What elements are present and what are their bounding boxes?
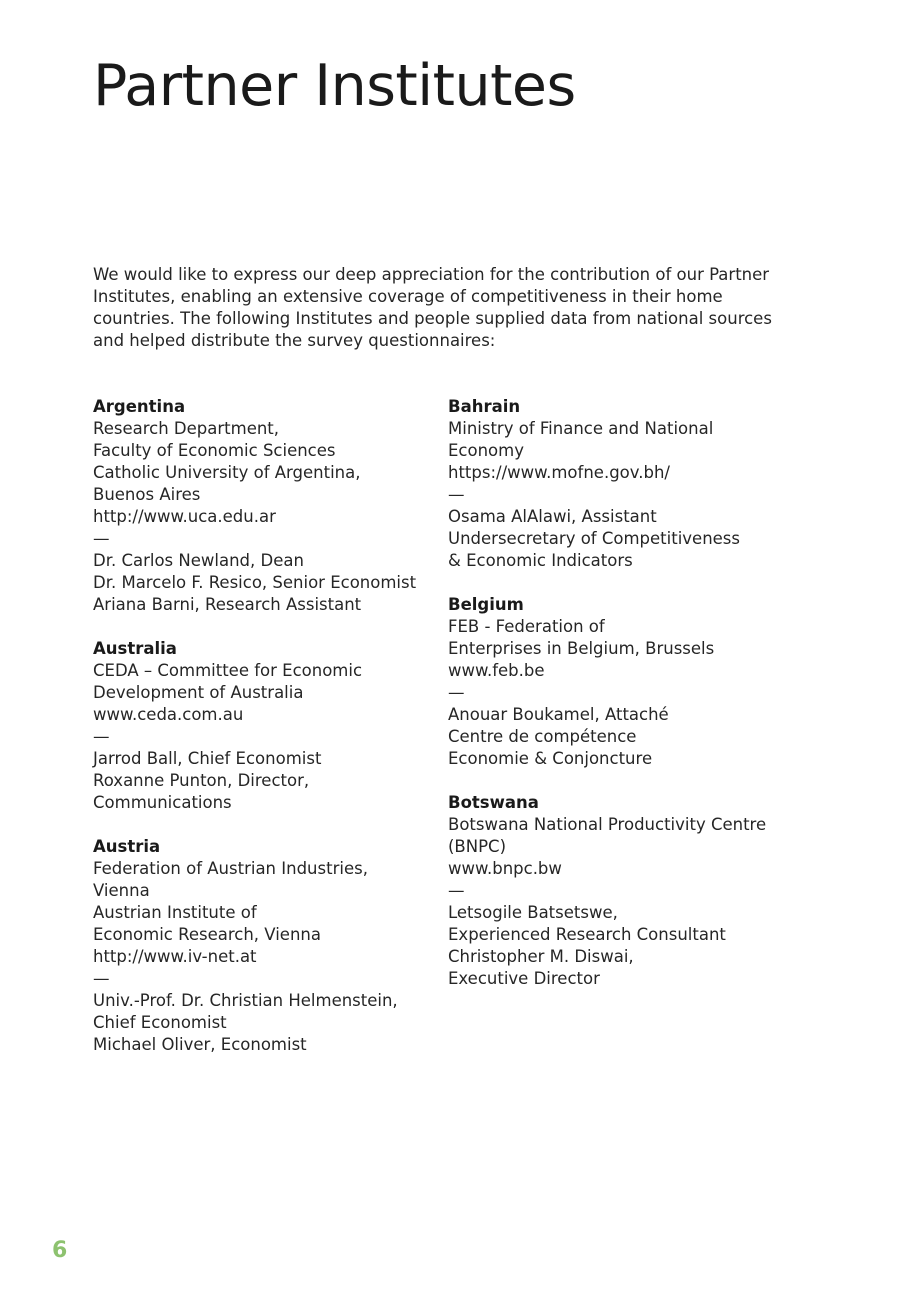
entry-line: Michael Oliver, Economist bbox=[93, 1035, 307, 1054]
entry-link[interactable]: https://www.mofne.gov.bh/ bbox=[448, 463, 670, 482]
entry-separator: — bbox=[448, 683, 465, 702]
entry-line: Ministry of Finance and National bbox=[448, 419, 714, 438]
intro-paragraph bbox=[93, 264, 813, 352]
entry-line: Economy bbox=[448, 441, 524, 460]
entry-link[interactable]: www.bnpc.bw bbox=[448, 859, 562, 878]
entry-line: Federation of Austrian Industries, bbox=[93, 859, 368, 878]
intro-line: Institutes, enabling an extensive coverage of competitiveness in their home bbox=[93, 287, 723, 306]
entry-line: Univ.-Prof. Dr. Christian Helmenstein, bbox=[93, 991, 398, 1010]
entry-line: Letsogile Batsetswe, bbox=[448, 903, 618, 922]
entry-line: Research Department, bbox=[93, 419, 280, 438]
entry-separator: — bbox=[93, 529, 110, 548]
entry-line: Chief Economist bbox=[93, 1013, 227, 1032]
page-number: 6 bbox=[52, 1238, 68, 1263]
entry-link[interactable]: www.ceda.com.au bbox=[93, 705, 244, 724]
country-heading: Botswana bbox=[448, 793, 539, 812]
partner-entry-botswana bbox=[448, 792, 793, 990]
entry-line: Experienced Research Consultant bbox=[448, 925, 726, 944]
entry-line: (BNPC) bbox=[448, 837, 507, 856]
partner-entry-austria bbox=[93, 836, 438, 1056]
entry-line: Communications bbox=[93, 793, 232, 812]
country-heading: Belgium bbox=[448, 595, 524, 614]
entry-line: FEB - Federation of bbox=[448, 617, 605, 636]
entry-line: Centre de compétence bbox=[448, 727, 637, 746]
entry-line: Economie & Conjoncture bbox=[448, 749, 653, 768]
entry-separator: — bbox=[448, 485, 465, 504]
country-heading: Australia bbox=[93, 639, 177, 658]
entry-line: Ariana Barni, Research Assistant bbox=[93, 595, 362, 614]
entry-line: Dr. Carlos Newland, Dean bbox=[93, 551, 304, 570]
entry-link[interactable]: http://www.iv-net.at bbox=[93, 947, 257, 966]
partner-entry-australia bbox=[93, 638, 438, 814]
entry-line: Executive Director bbox=[448, 969, 600, 988]
entry-line: & Economic Indicators bbox=[448, 551, 633, 570]
entry-line: Faculty of Economic Sciences bbox=[93, 441, 336, 460]
entry-line: Development of Australia bbox=[93, 683, 304, 702]
entry-separator: — bbox=[448, 881, 465, 900]
intro-line: and helped distribute the survey questionnaires: bbox=[93, 331, 496, 350]
entry-line: Christopher M. Diswai, bbox=[448, 947, 634, 966]
entry-line: CEDA – Committee for Economic bbox=[93, 661, 363, 680]
entry-line: Catholic University of Argentina, bbox=[93, 463, 361, 482]
partner-entry-argentina bbox=[93, 396, 438, 616]
entry-line: Osama AlAlawi, Assistant bbox=[448, 507, 657, 526]
entry-line: Botswana National Productivity Centre bbox=[448, 815, 767, 834]
entry-line: Jarrod Ball, Chief Economist bbox=[93, 749, 322, 768]
entry-line: Buenos Aires bbox=[93, 485, 201, 504]
partner-column-right bbox=[448, 396, 793, 1012]
entry-line: Undersecretary of Competitiveness bbox=[448, 529, 740, 548]
page-title: Partner Institutes bbox=[93, 53, 576, 119]
partner-entry-belgium bbox=[448, 594, 793, 770]
entry-link[interactable]: www.feb.be bbox=[448, 661, 545, 680]
partner-entry-bahrain bbox=[448, 396, 793, 572]
country-heading: Austria bbox=[93, 837, 161, 856]
entry-line: Roxanne Punton, Director, bbox=[93, 771, 310, 790]
entry-line: Vienna bbox=[93, 881, 150, 900]
intro-line: We would like to express our deep appreciation for the contribution of our Partner bbox=[93, 265, 770, 284]
partner-column-left bbox=[93, 396, 438, 1078]
intro-line: countries. The following Institutes and people supplied data from national sources bbox=[93, 309, 772, 328]
entry-line: Anouar Boukamel, Attaché bbox=[448, 705, 669, 724]
country-heading: Bahrain bbox=[448, 397, 521, 416]
entry-separator: — bbox=[93, 727, 110, 746]
country-heading: Argentina bbox=[93, 397, 186, 416]
entry-line: Economic Research, Vienna bbox=[93, 925, 321, 944]
entry-line: Enterprises in Belgium, Brussels bbox=[448, 639, 715, 658]
entry-line: Austrian Institute of bbox=[93, 903, 257, 922]
entry-line: Dr. Marcelo F. Resico, Senior Economist bbox=[93, 573, 417, 592]
entry-link[interactable]: http://www.uca.edu.ar bbox=[93, 507, 276, 526]
entry-separator: — bbox=[93, 969, 110, 988]
